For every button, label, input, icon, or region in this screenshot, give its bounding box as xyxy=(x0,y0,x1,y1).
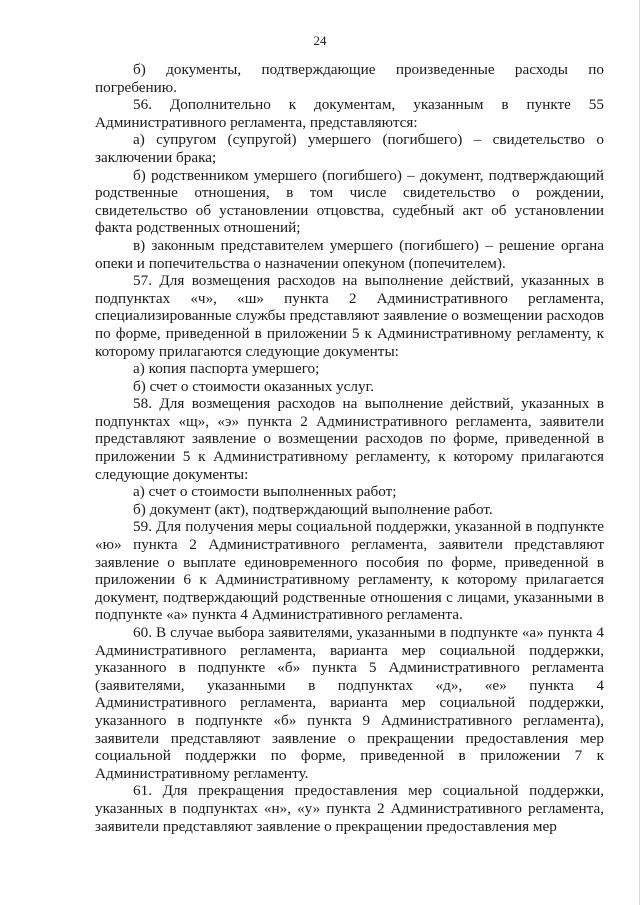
paragraph-56-v: в) законным представителем умершего (погибшего) – решение органа опеки и попечительства о назначении опекуном (попечителем). xyxy=(95,236,604,272)
paragraph-59: 59. Для получения меры социальной поддержки, указанной в подпункте «ю» пункта 2 Административного регламента, заявители представляют заявление о выплате единовременного пособия по форме, приведенной в приложении 6 к Административному регламенту, к которому прилагается документ, подтверждающий родственные отношения с лицами, указанными в подпункте «а» пункта 4 Административного регламента. xyxy=(95,518,604,624)
paragraph-60: 60. В случае выбора заявителями, указанными в подпункте «а» пункта 4 Административного регламента, варианта мер социальной поддержки, указанного в подпункте «б» пункта 5 Административного регламента (заявителями, указанными в подпунктах «д», «е» пункта 4 Административного регламента, варианта мер социальной поддержки, указанного в подпункте «б» пункта 9 Административного регламента), заявители представляют заявление о прекращении предоставления мер социальной поддержки по форме, приведенной в приложении 7 к Административному регламенту. xyxy=(95,624,604,782)
paragraph-item-b-documents: б) документы, подтверждающие произведенные расходы по погребению. xyxy=(95,61,604,96)
paragraph-61: 61. Для прекращения предоставления мер социальной поддержки, указанных в подпунктах «н», «у» пункта 2 Административного регламента, заявители представляют заявление о прекращении предоставления мер xyxy=(95,782,604,835)
paragraph-58-a: а) счет о стоимости выполненных работ; xyxy=(133,483,397,501)
paragraph-57-b: б) счет о стоимости оказанных услуг. xyxy=(133,377,374,395)
paragraph-57: 57. Для возмещения расходов на выполнение действий, указанных в подпунктах «ч», «ш» пункта 2 Административного регламента, специализированные службы представляют заявление о возмещении расходов по форме, приведенной в приложении 5 к Административному регламенту, к которому прилагаются следующие документы: xyxy=(95,272,604,360)
paragraph-56-b: б) родственником умершего (погибшего) – документ, подтверждающий родственные отношения, в том числе свидетельство о рождении, свидетельство об установлении отцовства, судебный акт об установлении факта родственных отношений; xyxy=(95,166,604,237)
paragraph-58: 58. Для возмещения расходов на выполнение действий, указанных в подпунктах «щ», «э» пункта 2 Административного регламента, заявители представляют заявление о возмещении расходов по форме, приведенной в приложении 5 к Административному регламенту, к которому прилагаются следующие документы: xyxy=(95,395,604,483)
paragraph-57-a: а) копия паспорта умершего; xyxy=(133,360,320,378)
paragraph-56: 56. Дополнительно к документам, указанным в пункте 55 Административного регламента, представляются: xyxy=(95,96,604,131)
document-body xyxy=(95,61,604,835)
paragraph-56-a: а) супругом (супругой) умершего (погибшего) – свидетельство о заключении брака; xyxy=(95,131,604,166)
paragraph-58-b: б) документ (акт), подтверждающий выполнение работ. xyxy=(133,500,493,518)
page-number: 24 xyxy=(313,33,327,48)
